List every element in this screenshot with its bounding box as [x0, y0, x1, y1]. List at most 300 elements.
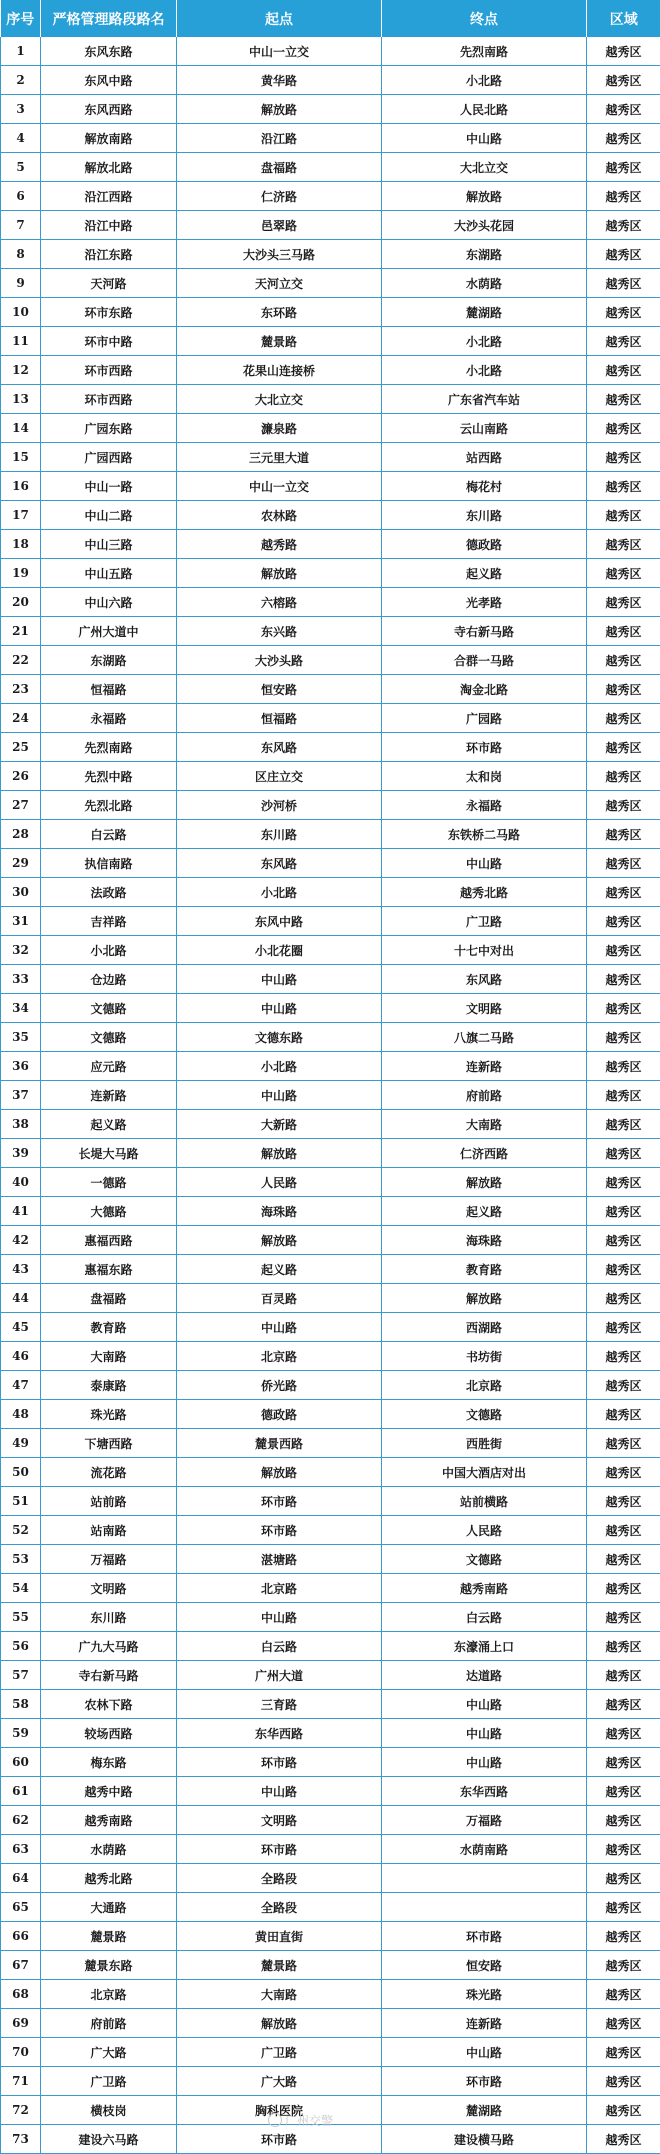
table-row	[1, 1342, 660, 1371]
cell-serial: 6	[1, 182, 41, 211]
cell-district: 越秀区	[587, 2038, 660, 2067]
cell-start-point: 黄华路	[177, 66, 382, 95]
cell-district: 越秀区	[587, 1951, 660, 1980]
cell-district: 越秀区	[587, 1661, 660, 1690]
cell-serial: 31	[1, 907, 41, 936]
table-row	[1, 1081, 660, 1110]
cell-start-point: 中山路	[177, 1603, 382, 1632]
cell-start-point: 解放路	[177, 2009, 382, 2038]
cell-start-point: 解放路	[177, 1458, 382, 1487]
cell-start-point: 天河立交	[177, 269, 382, 298]
table-row	[1, 1313, 660, 1342]
cell-serial: 72	[1, 2096, 41, 2125]
cell-road-name: 永福路	[41, 704, 177, 733]
cell-road-name: 下塘西路	[41, 1429, 177, 1458]
cell-start-point: 大北立交	[177, 385, 382, 414]
cell-end-point: 先烈南路	[382, 37, 587, 66]
cell-start-point: 德政路	[177, 1400, 382, 1429]
cell-district: 越秀区	[587, 1806, 660, 1835]
table-row	[1, 1777, 660, 1806]
cell-district: 越秀区	[587, 1313, 660, 1342]
cell-serial: 52	[1, 1516, 41, 1545]
cell-district: 越秀区	[587, 385, 660, 414]
cell-road-name: 建设六马路	[41, 2125, 177, 2154]
cell-road-name: 中山二路	[41, 501, 177, 530]
cell-start-point: 海珠路	[177, 1197, 382, 1226]
cell-district: 越秀区	[587, 1429, 660, 1458]
cell-district: 越秀区	[587, 443, 660, 472]
cell-road-name: 白云路	[41, 820, 177, 849]
cell-serial: 24	[1, 704, 41, 733]
cell-start-point: 环市路	[177, 1487, 382, 1516]
cell-road-name: 文明路	[41, 1574, 177, 1603]
cell-district: 越秀区	[587, 646, 660, 675]
cell-road-name: 中山六路	[41, 588, 177, 617]
cell-serial: 68	[1, 1980, 41, 2009]
cell-serial: 34	[1, 994, 41, 1023]
table-row	[1, 240, 660, 269]
cell-district: 越秀区	[587, 1284, 660, 1313]
cell-end-point: 中山路	[382, 849, 587, 878]
cell-end-point: 白云路	[382, 1603, 587, 1632]
cell-start-point: 解放路	[177, 1139, 382, 1168]
cell-road-name: 惠福西路	[41, 1226, 177, 1255]
table-row	[1, 327, 660, 356]
cell-serial: 36	[1, 1052, 41, 1081]
cell-district: 越秀区	[587, 1980, 660, 2009]
cell-serial: 20	[1, 588, 41, 617]
cell-road-name: 广园西路	[41, 443, 177, 472]
table-row	[1, 1748, 660, 1777]
cell-serial: 39	[1, 1139, 41, 1168]
cell-road-name: 天河路	[41, 269, 177, 298]
table-row	[1, 733, 660, 762]
cell-start-point: 东环路	[177, 298, 382, 327]
table-row	[1, 1893, 660, 1922]
cell-district: 越秀区	[587, 1603, 660, 1632]
cell-serial: 33	[1, 965, 41, 994]
cell-serial: 70	[1, 2038, 41, 2067]
table-row	[1, 1458, 660, 1487]
cell-start-point: 越秀路	[177, 530, 382, 559]
table-row	[1, 443, 660, 472]
cell-serial: 26	[1, 762, 41, 791]
cell-road-name: 先烈中路	[41, 762, 177, 791]
cell-district: 越秀区	[587, 182, 660, 211]
cell-road-name: 广大路	[41, 2038, 177, 2067]
cell-end-point: 解放路	[382, 182, 587, 211]
cell-end-point: 越秀南路	[382, 1574, 587, 1603]
cell-serial: 71	[1, 2067, 41, 2096]
cell-district: 越秀区	[587, 298, 660, 327]
cell-start-point: 东风中路	[177, 907, 382, 936]
cell-district: 越秀区	[587, 269, 660, 298]
cell-end-point: 八旗二马路	[382, 1023, 587, 1052]
cell-serial: 15	[1, 443, 41, 472]
cell-road-name: 站前路	[41, 1487, 177, 1516]
table-row	[1, 1951, 660, 1980]
table-row	[1, 1603, 660, 1632]
cell-start-point: 文明路	[177, 1806, 382, 1835]
cell-road-name: 执信南路	[41, 849, 177, 878]
cell-start-point: 中山一立交	[177, 37, 382, 66]
cell-serial: 18	[1, 530, 41, 559]
cell-end-point: 德政路	[382, 530, 587, 559]
cell-road-name: 吉祥路	[41, 907, 177, 936]
cell-district: 越秀区	[587, 1893, 660, 1922]
cell-end-point: 建设横马路	[382, 2125, 587, 2154]
cell-district: 越秀区	[587, 37, 660, 66]
cell-start-point: 广州大道	[177, 1661, 382, 1690]
cell-district: 越秀区	[587, 2009, 660, 2038]
cell-start-point: 麓景路	[177, 327, 382, 356]
table-row	[1, 1574, 660, 1603]
cell-start-point: 北京路	[177, 1342, 382, 1371]
table-row	[1, 936, 660, 965]
cell-road-name: 广九大马路	[41, 1632, 177, 1661]
cell-district: 越秀区	[587, 820, 660, 849]
cell-road-name: 广卫路	[41, 2067, 177, 2096]
cell-district: 越秀区	[587, 501, 660, 530]
cell-serial: 35	[1, 1023, 41, 1052]
cell-end-point: 西湖路	[382, 1313, 587, 1342]
cell-start-point: 人民路	[177, 1168, 382, 1197]
cell-serial: 30	[1, 878, 41, 907]
table-row	[1, 95, 660, 124]
cell-end-point: 解放路	[382, 1284, 587, 1313]
cell-start-point: 濂泉路	[177, 414, 382, 443]
cell-district: 越秀区	[587, 936, 660, 965]
cell-serial: 63	[1, 1835, 41, 1864]
table-row	[1, 385, 660, 414]
table-row	[1, 1516, 660, 1545]
cell-district: 越秀区	[587, 878, 660, 907]
cell-end-point: 文德路	[382, 1545, 587, 1574]
cell-district: 越秀区	[587, 153, 660, 182]
cell-end-point	[382, 1864, 587, 1893]
table-row	[1, 791, 660, 820]
cell-start-point: 环市路	[177, 1516, 382, 1545]
cell-start-point: 恒福路	[177, 704, 382, 733]
table-row	[1, 1661, 660, 1690]
cell-district: 越秀区	[587, 1255, 660, 1284]
cell-road-name: 一德路	[41, 1168, 177, 1197]
cell-road-name: 沿江中路	[41, 211, 177, 240]
cell-serial: 44	[1, 1284, 41, 1313]
cell-start-point: 大沙头三马路	[177, 240, 382, 269]
header-road-name: 严格管理路段路名	[41, 0, 177, 37]
cell-road-name: 广州大道中	[41, 617, 177, 646]
cell-serial: 60	[1, 1748, 41, 1777]
header-district: 区域	[587, 0, 660, 37]
cell-serial: 42	[1, 1226, 41, 1255]
cell-end-point: 大南路	[382, 1110, 587, 1139]
cell-end-point: 珠光路	[382, 1980, 587, 2009]
cell-end-point: 麓湖路	[382, 298, 587, 327]
table-row	[1, 1922, 660, 1951]
cell-start-point: 东风路	[177, 849, 382, 878]
cell-district: 越秀区	[587, 588, 660, 617]
cell-district: 越秀区	[587, 559, 660, 588]
cell-end-point: 大北立交	[382, 153, 587, 182]
cell-serial: 53	[1, 1545, 41, 1574]
cell-road-name: 起义路	[41, 1110, 177, 1139]
cell-road-name: 越秀北路	[41, 1864, 177, 1893]
table-row	[1, 994, 660, 1023]
cell-serial: 4	[1, 124, 41, 153]
cell-road-name: 农林下路	[41, 1690, 177, 1719]
cell-serial: 66	[1, 1922, 41, 1951]
cell-end-point: 中山路	[382, 2038, 587, 2067]
table-body	[1, 37, 660, 2154]
cell-serial: 57	[1, 1661, 41, 1690]
cell-serial: 58	[1, 1690, 41, 1719]
cell-serial: 62	[1, 1806, 41, 1835]
cell-serial: 17	[1, 501, 41, 530]
table-row	[1, 1632, 660, 1661]
cell-start-point: 盘福路	[177, 153, 382, 182]
cell-serial: 45	[1, 1313, 41, 1342]
cell-end-point: 人民北路	[382, 95, 587, 124]
cell-road-name: 法政路	[41, 878, 177, 907]
cell-start-point: 中山路	[177, 1777, 382, 1806]
cell-end-point: 小北路	[382, 66, 587, 95]
cell-serial: 11	[1, 327, 41, 356]
cell-road-name: 越秀中路	[41, 1777, 177, 1806]
cell-district: 越秀区	[587, 1835, 660, 1864]
cell-start-point: 环市路	[177, 2125, 382, 2154]
cell-road-name: 府前路	[41, 2009, 177, 2038]
cell-district: 越秀区	[587, 1864, 660, 1893]
cell-start-point: 三元里大道	[177, 443, 382, 472]
cell-district: 越秀区	[587, 530, 660, 559]
cell-road-name: 北京路	[41, 1980, 177, 2009]
cell-end-point: 水荫路	[382, 269, 587, 298]
cell-serial: 47	[1, 1371, 41, 1400]
cell-start-point: 小北路	[177, 878, 382, 907]
cell-district: 越秀区	[587, 849, 660, 878]
cell-road-name: 环市中路	[41, 327, 177, 356]
table-row	[1, 1429, 660, 1458]
cell-serial: 40	[1, 1168, 41, 1197]
table-row	[1, 617, 660, 646]
table-header-row	[1, 0, 660, 37]
cell-start-point: 农林路	[177, 501, 382, 530]
table-row	[1, 1023, 660, 1052]
cell-road-name: 先烈北路	[41, 791, 177, 820]
table-row	[1, 965, 660, 994]
table-row	[1, 37, 660, 66]
cell-start-point: 百灵路	[177, 1284, 382, 1313]
cell-serial: 69	[1, 2009, 41, 2038]
table-row	[1, 472, 660, 501]
cell-end-point: 起义路	[382, 1197, 587, 1226]
cell-start-point: 中山路	[177, 1081, 382, 1110]
cell-serial: 21	[1, 617, 41, 646]
cell-serial: 5	[1, 153, 41, 182]
cell-end-point: 教育路	[382, 1255, 587, 1284]
cell-district: 越秀区	[587, 1748, 660, 1777]
cell-road-name: 恒福路	[41, 675, 177, 704]
cell-start-point: 东川路	[177, 820, 382, 849]
weibo-logo-icon	[268, 2113, 282, 2127]
cell-district: 越秀区	[587, 1632, 660, 1661]
cell-road-name: 流花路	[41, 1458, 177, 1487]
cell-serial: 22	[1, 646, 41, 675]
cell-start-point: 解放路	[177, 95, 382, 124]
cell-end-point: 广园路	[382, 704, 587, 733]
table-row	[1, 1052, 660, 1081]
cell-district: 越秀区	[587, 211, 660, 240]
cell-start-point: 三育路	[177, 1690, 382, 1719]
cell-start-point: 沙河桥	[177, 791, 382, 820]
cell-serial: 54	[1, 1574, 41, 1603]
cell-serial: 46	[1, 1342, 41, 1371]
cell-district: 越秀区	[587, 472, 660, 501]
cell-end-point: 太和岗	[382, 762, 587, 791]
cell-start-point: 黄田直街	[177, 1922, 382, 1951]
cell-start-point: 中山路	[177, 994, 382, 1023]
cell-serial: 9	[1, 269, 41, 298]
cell-district: 越秀区	[587, 704, 660, 733]
cell-road-name: 沿江西路	[41, 182, 177, 211]
cell-end-point: 淘金北路	[382, 675, 587, 704]
cell-start-point: 文德东路	[177, 1023, 382, 1052]
cell-district: 越秀区	[587, 1110, 660, 1139]
cell-end-point: 书坊街	[382, 1342, 587, 1371]
cell-serial: 19	[1, 559, 41, 588]
cell-district: 越秀区	[587, 1371, 660, 1400]
cell-end-point: 海珠路	[382, 1226, 587, 1255]
table-row	[1, 153, 660, 182]
cell-start-point: 中山路	[177, 965, 382, 994]
cell-serial: 50	[1, 1458, 41, 1487]
cell-start-point: 中山一立交	[177, 472, 382, 501]
table-row	[1, 878, 660, 907]
cell-end-point: 大沙头花园	[382, 211, 587, 240]
cell-start-point: 区庄立交	[177, 762, 382, 791]
cell-end-point: 合群一马路	[382, 646, 587, 675]
cell-district: 越秀区	[587, 1922, 660, 1951]
cell-district: 越秀区	[587, 2125, 660, 2154]
cell-end-point: 东川路	[382, 501, 587, 530]
table-row	[1, 1545, 660, 1574]
cell-start-point: 全路段	[177, 1864, 382, 1893]
cell-district: 越秀区	[587, 791, 660, 820]
cell-district: 越秀区	[587, 1226, 660, 1255]
cell-road-name: 泰康路	[41, 1371, 177, 1400]
watermark	[268, 2112, 333, 2129]
cell-road-name: 环市西路	[41, 385, 177, 414]
cell-district: 越秀区	[587, 1342, 660, 1371]
cell-serial: 38	[1, 1110, 41, 1139]
cell-end-point: 仁济西路	[382, 1139, 587, 1168]
cell-serial: 10	[1, 298, 41, 327]
cell-district: 越秀区	[587, 1545, 660, 1574]
table-row	[1, 501, 660, 530]
cell-start-point: 解放路	[177, 1226, 382, 1255]
cell-start-point: 起义路	[177, 1255, 382, 1284]
cell-road-name: 大德路	[41, 1197, 177, 1226]
cell-end-point: 人民路	[382, 1516, 587, 1545]
cell-end-point: 永福路	[382, 791, 587, 820]
table-row	[1, 2067, 660, 2096]
cell-road-name: 梅东路	[41, 1748, 177, 1777]
cell-district: 越秀区	[587, 907, 660, 936]
table-row	[1, 704, 660, 733]
table-row	[1, 1690, 660, 1719]
cell-serial: 32	[1, 936, 41, 965]
cell-district: 越秀区	[587, 1139, 660, 1168]
header-serial: 序号	[1, 0, 41, 37]
cell-district: 越秀区	[587, 1023, 660, 1052]
cell-district: 越秀区	[587, 1400, 660, 1429]
cell-end-point: 麓湖路	[382, 2096, 587, 2125]
cell-start-point: 中山路	[177, 1313, 382, 1342]
cell-end-point: 广东省汽车站	[382, 385, 587, 414]
cell-district: 越秀区	[587, 994, 660, 1023]
cell-road-name: 解放南路	[41, 124, 177, 153]
cell-road-name: 文德路	[41, 994, 177, 1023]
cell-serial: 16	[1, 472, 41, 501]
table-row	[1, 820, 660, 849]
cell-end-point: 中国大酒店对出	[382, 1458, 587, 1487]
cell-district: 越秀区	[587, 66, 660, 95]
cell-district: 越秀区	[587, 675, 660, 704]
cell-serial: 56	[1, 1632, 41, 1661]
cell-district: 越秀区	[587, 733, 660, 762]
cell-end-point: 东濠涌上口	[382, 1632, 587, 1661]
cell-road-name: 万福路	[41, 1545, 177, 1574]
table-row	[1, 1487, 660, 1516]
cell-road-name: 麓景东路	[41, 1951, 177, 1980]
cell-district: 越秀区	[587, 1719, 660, 1748]
cell-start-point: 广卫路	[177, 2038, 382, 2067]
cell-end-point: 云山南路	[382, 414, 587, 443]
cell-road-name: 文德路	[41, 1023, 177, 1052]
cell-start-point: 六榕路	[177, 588, 382, 617]
cell-start-point: 北京路	[177, 1574, 382, 1603]
cell-road-name: 大南路	[41, 1342, 177, 1371]
table-row	[1, 849, 660, 878]
cell-end-point: 中山路	[382, 1690, 587, 1719]
cell-district: 越秀区	[587, 1052, 660, 1081]
cell-serial: 8	[1, 240, 41, 269]
table-row	[1, 1139, 660, 1168]
cell-serial: 13	[1, 385, 41, 414]
cell-end-point: 万福路	[382, 1806, 587, 1835]
cell-start-point: 侨光路	[177, 1371, 382, 1400]
cell-start-point: 小北路	[177, 1052, 382, 1081]
cell-end-point: 环市路	[382, 1922, 587, 1951]
cell-road-name: 东风东路	[41, 37, 177, 66]
cell-road-name: 惠福东路	[41, 1255, 177, 1284]
cell-end-point: 东华西路	[382, 1777, 587, 1806]
cell-road-name: 站南路	[41, 1516, 177, 1545]
cell-district: 越秀区	[587, 617, 660, 646]
table-row	[1, 356, 660, 385]
cell-road-name: 盘福路	[41, 1284, 177, 1313]
table-row	[1, 66, 660, 95]
cell-end-point: 十七中对出	[382, 936, 587, 965]
cell-road-name: 教育路	[41, 1313, 177, 1342]
cell-district: 越秀区	[587, 95, 660, 124]
table-row	[1, 762, 660, 791]
table-row	[1, 646, 660, 675]
cell-road-name: 珠光路	[41, 1400, 177, 1429]
cell-serial: 28	[1, 820, 41, 849]
cell-serial: 64	[1, 1864, 41, 1893]
